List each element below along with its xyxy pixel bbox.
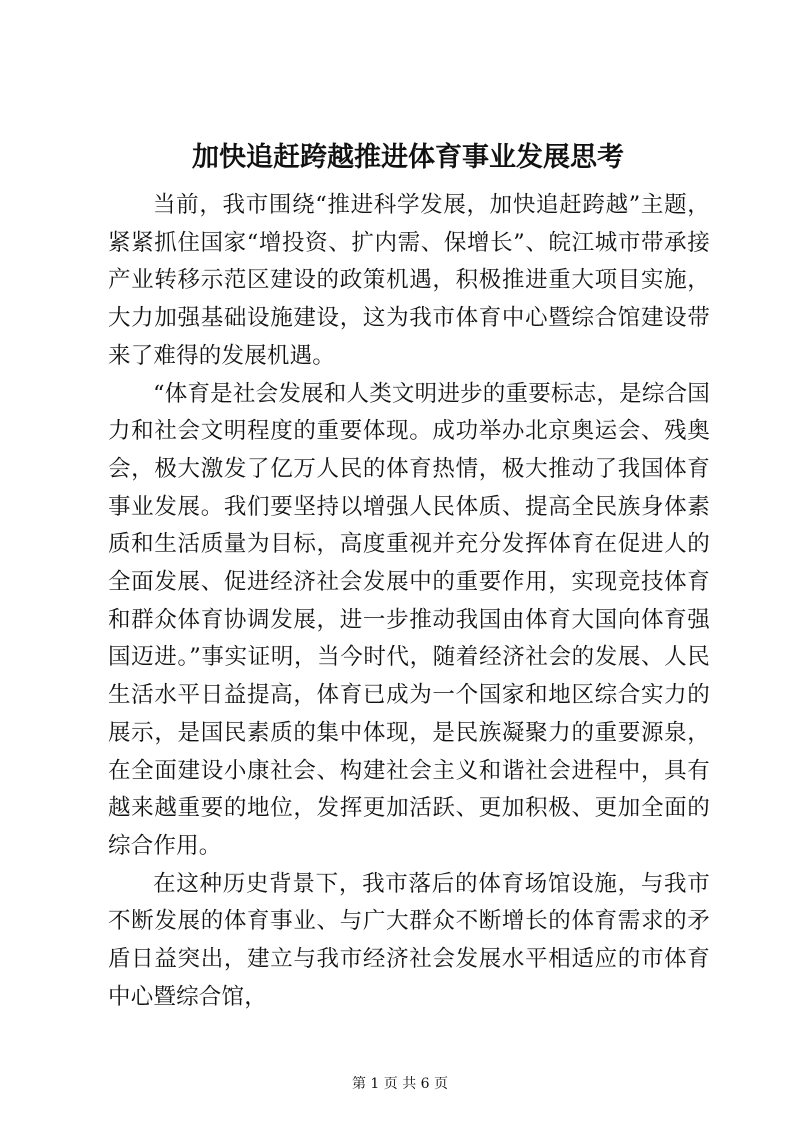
document-body [108,187,710,1016]
page-footer: 第 1 页 共 6 页 [351,1076,449,1092]
document-title: 加快追赶跨越推进体育事业发展思考 [192,142,624,173]
paragraph-1: 当前，我市围绕“推进科学发展，加快追赶跨越”主题，紧紧抓住国家“增投资、扩内需、保增长”、皖江城市带承接产业转移示范区建设的政策机遇，积极推进重大项目实施，大力加强基础设施建设，这为我市体育中心暨综合馆建设带来了难得的发展机遇。 [108,192,710,369]
paragraph-3: 在这种历史背景下，我市落后的体育场馆设施，与我市不断发展的体育事业、与广大群众不断增长的体育需求的矛盾日益突出，建立与我市经济社会发展水平相适应的市体育中心暨综合馆， [108,870,710,1010]
paragraph-2: “体育是社会发展和人类文明进步的重要标志，是综合国力和社会文明程度的重要体现。成功举办北京奥运会、残奥会，极大激发了亿万人民的体育热情，极大推动了我国体育事业发展。我们要坚持以增强人民体质、提高全民族身体素质和生活质量为目标，高度重视并充分发挥体育在促进人的全面发展、促进经济社会发展中的重要作用，实现竞技体育和群众体育协调发展，进一步推动我国由体育大国向体育强国迈进。”事实证明，当今时代，随着经济社会的发展、人民生活水平日益提高，体育已成为一个国家和地区综合实力的展示，是国民素质的集中体现，是民族凝聚力的重要源泉，在全面建设小康社会、构建社会主义和谐社会进程中，具有越来越重要的地位，发挥更加活跃、更加积极、更加全面的综合作用。 [108,380,710,859]
